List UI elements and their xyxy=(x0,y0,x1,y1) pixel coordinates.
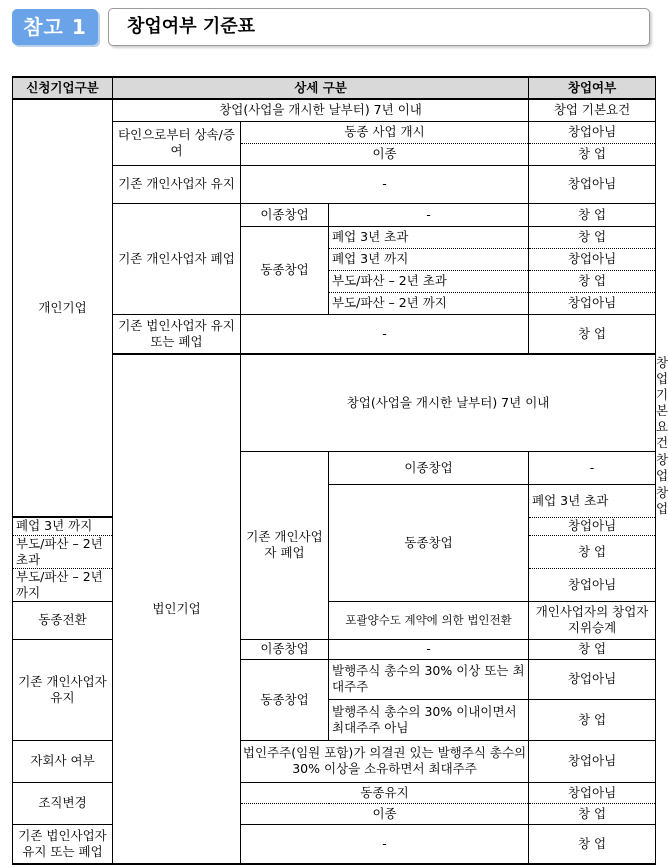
cell: 창업아님 xyxy=(529,248,656,270)
header-applicant-type: 신청기업구분 xyxy=(13,77,113,99)
table-row xyxy=(13,99,656,121)
cell: 창 업 xyxy=(529,535,656,568)
reference-badge: 참고 1 xyxy=(12,9,98,45)
cell: - xyxy=(329,639,529,659)
cell: 창 업 xyxy=(529,639,656,659)
cell: 동종유지 xyxy=(241,782,529,803)
cell: 자회사 여부 xyxy=(13,740,113,782)
cell: - xyxy=(241,824,529,864)
cell: 기존 법인사업자 유지 또는 폐업 xyxy=(13,824,113,864)
cell: 기존 개인사업자 유지 xyxy=(113,165,241,203)
cell: 창 업 xyxy=(529,699,656,740)
table-row xyxy=(13,782,656,803)
cell: 동종 사업 개시 xyxy=(241,121,529,143)
cell: - xyxy=(241,314,529,354)
cell: 타인으로부터 상속/증여 xyxy=(113,121,241,165)
table-row: 기존 개인사업자 폐업 이종창업 - 창 업 xyxy=(13,451,656,484)
cell: 창 업 xyxy=(529,203,656,226)
cell: 창업아님 xyxy=(529,165,656,203)
cell: 조직변경 xyxy=(13,782,113,824)
cell: 동종창업 xyxy=(241,226,329,314)
cell: 부도/파산 – 2년 초과 xyxy=(329,270,529,292)
cell: 폐업 3년 까지 xyxy=(329,248,529,270)
corporate-label: 법인기업 xyxy=(113,354,241,864)
cell: 이종 xyxy=(241,803,529,824)
cell: 기존 개인사업자 폐업 xyxy=(241,451,329,639)
startup-criteria-table xyxy=(12,76,668,865)
table-header-row xyxy=(13,77,656,99)
title-box xyxy=(108,8,650,46)
cell: 창 업 xyxy=(529,824,656,864)
cell: 창업아님 xyxy=(529,659,656,699)
table-row: 동종창업 폐업 3년 초과 창 업 xyxy=(13,484,656,517)
cell: 동종창업 xyxy=(329,484,529,601)
cell: 이종 xyxy=(241,143,529,165)
cell: 기존 법인사업자 유지 또는 폐업 xyxy=(113,314,241,354)
cell: 이종창업 xyxy=(241,203,329,226)
cell: 발행주식 총수의 30% 이상 또는 최대주주 xyxy=(329,659,529,699)
cell: 법인주주(임원 포함)가 의결권 있는 발행주식 총수의 30% 이상을 소유하면서 최대주주 xyxy=(241,740,529,782)
cell: 동종전환 xyxy=(13,601,113,639)
cell: - xyxy=(529,451,656,484)
table-row: 법인기업 창업(사업을 개시한 날부터) 7년 이내 창업 기본요건 xyxy=(13,354,656,451)
page-header xyxy=(12,8,652,48)
cell: - xyxy=(241,165,529,203)
cell: - xyxy=(329,203,529,226)
table-row xyxy=(13,740,656,782)
cell: 폐업 3년 초과 xyxy=(529,484,656,517)
individual-label: 개인기업 xyxy=(13,99,113,517)
cell: 이종창업 xyxy=(241,639,329,659)
header-detail: 상세 구분 xyxy=(113,77,529,99)
table-row xyxy=(13,601,656,639)
table-row xyxy=(13,824,656,864)
cell: 창업아님 xyxy=(529,292,656,314)
cell: 부도/파산 – 2년 초과 xyxy=(13,535,113,568)
cell: 창 업 xyxy=(529,226,656,248)
cell: 창업아님 xyxy=(529,782,656,803)
page-title: 창업여부 기준표 xyxy=(127,16,255,37)
cell: 포괄양수도 계약에 의한 법인전환 xyxy=(329,601,529,639)
cell: 기존 개인사업자 유지 xyxy=(13,639,113,740)
cell: 창업 기본요건 xyxy=(529,99,656,121)
cell: 창 업 xyxy=(529,270,656,292)
cell: 기존 개인사업자 폐업 xyxy=(113,203,241,314)
cell: 개인사업자의 창업자 지위승계 xyxy=(529,601,656,639)
cell: 창 업 xyxy=(529,314,656,354)
cell: 발행주식 총수의 30% 이내이면서 최대주주 아님 xyxy=(329,699,529,740)
cell: 창업아님 xyxy=(529,517,656,535)
table-row xyxy=(13,639,656,659)
cell: 창 업 xyxy=(529,803,656,824)
cell: 창 업 xyxy=(529,143,656,165)
cell: 부도/파산 – 2년 까지 xyxy=(329,292,529,314)
cell: 창업(사업을 개시한 날부터) 7년 이내 xyxy=(241,354,656,451)
cell: 창업아님 xyxy=(529,568,656,601)
cell: 폐업 3년 까지 xyxy=(13,517,113,535)
cell: 창업아님 xyxy=(529,121,656,143)
cell: 동종창업 xyxy=(241,659,329,740)
cell: 부도/파산 – 2년 까지 xyxy=(13,568,113,601)
cell: 이종창업 xyxy=(329,451,529,484)
cell: 창업아님 xyxy=(529,740,656,782)
cell: 폐업 3년 초과 xyxy=(329,226,529,248)
cell: 창업(사업을 개시한 날부터) 7년 이내 xyxy=(113,99,529,121)
header-result: 창업여부 xyxy=(529,77,656,99)
